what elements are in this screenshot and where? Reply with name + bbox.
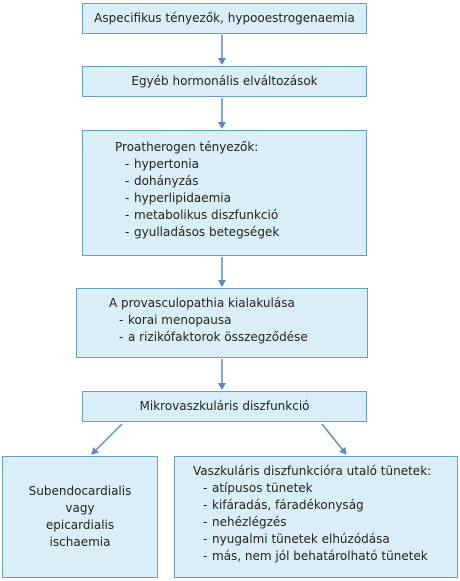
ischaemia-line: epicardialis [45, 518, 115, 532]
list-item: - korai menopausa [119, 313, 232, 327]
box-proatherogen-factors [82, 130, 367, 256]
box-microvascular-text: Mikrovaszkuláris diszfunkció [139, 399, 310, 413]
ischaemia-line: ischaemia [49, 535, 111, 549]
list-item: - dohányzás [125, 174, 199, 188]
list-item: - kifáradás, fáradékonyság [203, 498, 364, 512]
box-vascular-symptoms-title: Vaszkuláris diszfunkcióra utaló tünetek: [193, 464, 432, 478]
list-item: - atípusos tünetek [203, 481, 313, 495]
list-item: - hyperlipidaemia [125, 191, 231, 205]
box-microvascular-dysfunction [82, 391, 367, 422]
list-item: - nehézlégzés [203, 515, 287, 529]
provasculopathia-list [111, 312, 367, 346]
arrow-b5-b7 [322, 424, 346, 454]
box-provasculopathia [76, 288, 368, 358]
box-hormonal-changes-text: Egyéb hormonális elváltozások [131, 74, 318, 88]
box-provasculopathia-title: A provasculopathia kialakulása [109, 296, 295, 310]
box-aspecific-factors [82, 3, 367, 34]
list-item: - gyulladásos betegségek [125, 225, 280, 239]
arrow-b5-b6 [92, 424, 122, 454]
ischaemia-line: vagy [65, 501, 95, 515]
list-item: - nyugalmi tünetek elhúzódása [203, 532, 390, 546]
box-ischaemia [2, 456, 158, 578]
ischaemia-line: Subendocardialis [28, 484, 132, 498]
list-item: - metabolikus diszfunkció [125, 208, 279, 222]
box-aspecific-factors-text: Aspecifikus tényezők, hypooestrogenaemia [94, 11, 355, 25]
proatherogen-list [117, 156, 366, 241]
box-vascular-symptoms [174, 456, 458, 578]
list-item: - más, nem jól behatárolható tünetek [203, 549, 428, 563]
list-item: - hypertonia [125, 157, 199, 171]
list-item: - a rizikófaktorok összegződése [119, 330, 308, 344]
vascular-symptoms-list [195, 480, 457, 565]
box-proatherogen-title: Proatherogen tényezők: [115, 140, 259, 154]
box-hormonal-changes [82, 66, 367, 97]
